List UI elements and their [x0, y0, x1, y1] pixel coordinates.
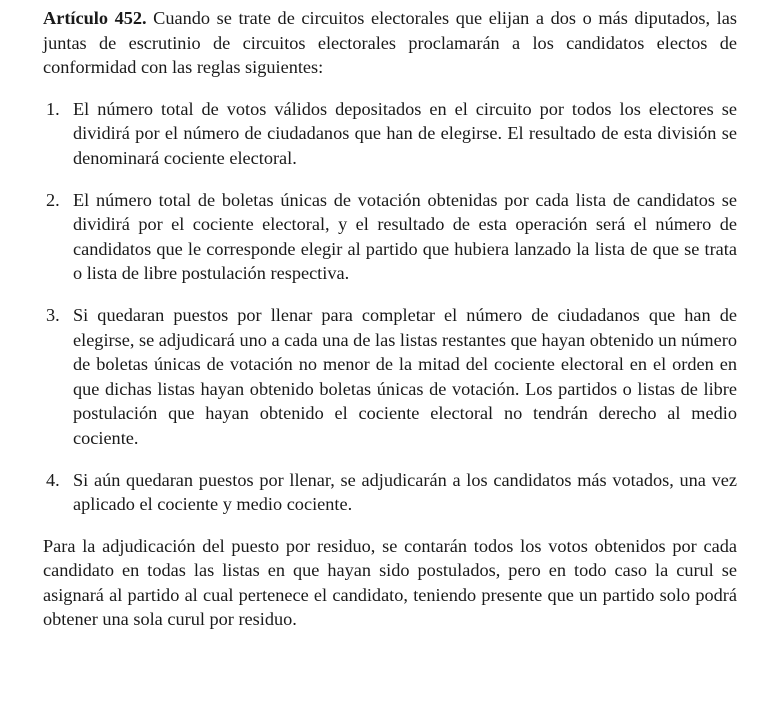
intro-paragraph-text: Cuando se trate de circuitos electorales que elijan a dos o más diputados, las juntas de escrutinio de circuitos electorales proclamarán a los candidatos electos de conformidad con las reglas siguientes:	[43, 8, 737, 78]
list-item-marker: 3.	[46, 304, 60, 325]
list-item	[43, 468, 737, 517]
rules-list	[43, 97, 737, 517]
list-item-marker: 1.	[46, 98, 60, 119]
list-item-marker: 2.	[46, 189, 60, 210]
list-item	[43, 303, 737, 451]
list-item-text: Si quedaran puestos por llenar para completar el número de ciudadanos que han de elegirse, se adjudicará uno a cada una de las listas restantes que hayan obtenido un número de boletas únicas de votación no menor de la mitad del cociente electoral en el orden en que dichas listas hayan obtenido boletas únicas de votación. Los partidos o listas de libre postulación que hayan obtenido el cociente electoral no tendrán derecho al medio cociente.	[73, 304, 737, 448]
list-item	[43, 97, 737, 171]
list-item-text: El número total de boletas únicas de votación obtenidas por cada lista de candidatos se dividirá por el cociente electoral, y el resultado de esta operación será el número de candidatos que le corresponde elegir al partido que hubiera lanzado la lista de que se trata o lista de libre postulación respectiva.	[73, 189, 737, 284]
list-item-text: Si aún quedaran puestos por llenar, se adjudicarán a los candidatos más votados, una vez aplicado el cociente y medio cociente.	[73, 469, 737, 515]
list-item-marker: 4.	[46, 469, 60, 490]
closing-paragraph: Para la adjudicación del puesto por residuo, se contarán todos los votos obtenidos por cada candidato en todas las listas en que hayan sido postulados, pero en todo caso la curul se asignará al partido al cual pertenece el candidato, teniendo presente que un partido solo podrá obtener una sola curul por residuo.	[43, 535, 737, 630]
article-label: Artículo 452.	[43, 8, 147, 28]
intro-paragraph	[43, 6, 737, 80]
list-item	[43, 188, 737, 286]
list-item-text: El número total de votos válidos depositados en el circuito por todos los electores se dividirá por el número de ciudadanos que han de elegirse. El resultado de esta división se denominará cociente electoral.	[73, 98, 737, 168]
